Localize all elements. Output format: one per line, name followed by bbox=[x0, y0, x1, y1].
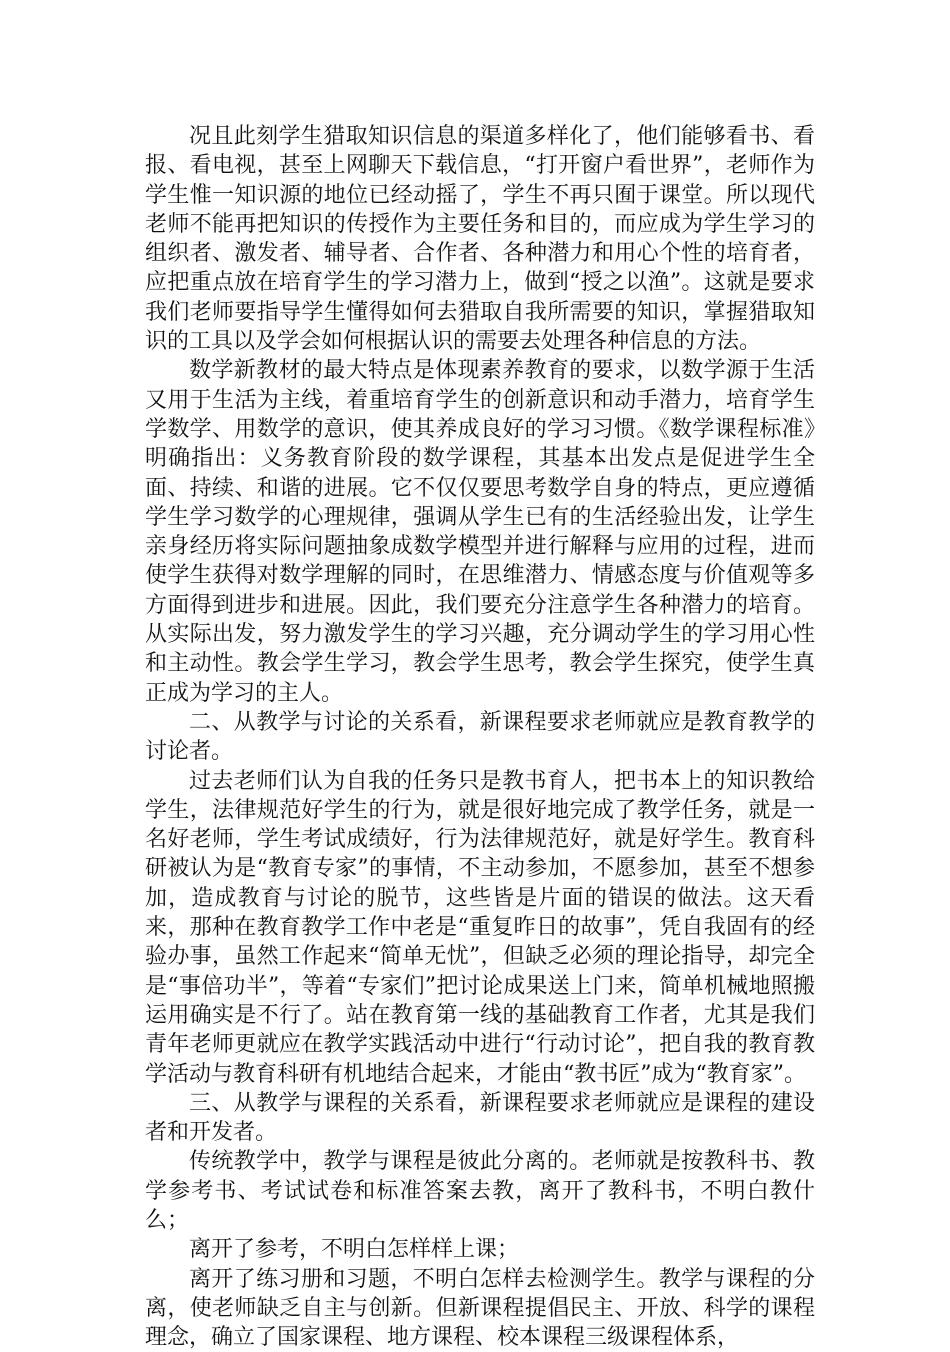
paragraph-3: 过去老师们认为自我的任务只是教书育人，把书本上的知识教给学生，法律规范好学生的行为，就是很好地完成了教学任务，就是一名好老师，学生考试成绩好，行为法律规范好，就是好学生。教育科研被认为是“教育专家”的事情，不主动参加，不愿参加，甚至不想参加，造成教育与讨论的脱节，这些皆是片面的错误的做法。这天看来，那种在教育教学工作中老是“重复昨日的故事”，凭自我固有的经验办事，虽然工作起来“简单无忧”，但缺乏必须的理论指导，却完全是“事倍功半”，等着“专家们”把讨论成果送上门来，简单机械地照搬运用确实是不行了。站在教育第一线的基础教育工作者，尤其是我们青年老师更就应在教学实践活动中进行“行动讨论”，把自我的教育教学活动与教育科研有机地结合起来，才能由“教书匠”成为“教育家”。 bbox=[145, 768, 815, 1087]
section-heading-2: 二、从教学与讨论的关系看，新课程要求老师就应是教育教学的讨论者。 bbox=[145, 709, 815, 765]
paragraph-5: 离开了参考，不明白怎样样上课； bbox=[189, 1237, 520, 1263]
paragraph-1: 况且此刻学生猎取知识信息的渠道多样化了，他们能够看书、看报、看电视，甚至上网聊天下载信息，“打开窗户看世界”，老师作为学生惟一知识源的地位已经动摇了，学生不再只囿于课堂。所以现代老师不能再把知识的传授作为主要任务和目的，而应成为学生学习的组织者、激发者、辅导者、合作者、各种潜力和用心个性的培育者，应把重点放在培育学生的学习潜力上，做到“授之以渔”。这就是要求我们老师要指导学生懂得如何去猎取自我所需要的知识，掌握猎取知识的工具以及学会如何根据认识的需要去处理各种信息的方法。 bbox=[145, 124, 815, 355]
paragraph-2: 数学新教材的最大特点是体现素养教育的要求，以数学源于生活又用于生活为主线，着重培育学生的创新意识和动手潜力，培育学生学数学、用数学的意识，使其养成良好的学习习惯。《数学课程标准》明确指出：义务教育阶段的数学课程，其基本出发点是促进学生全面、持续、和谐的进展。它不仅仅要思考数学自身的特点，更应遵循学生学习数学的心理规律，强调从学生已有的生活经验出发，让学生亲身经历将实际问题抽象成数学模型并进行解释与应用的过程，进而使学生获得对数学理解的同时，在思维潜力、情感态度与价值观等多方面得到进步和进展。因此，我们要充分注意学生各种潜力的培育。从实际出发，努力激发学生的学习兴趣，充分调动学生的学习用心性和主动性。教会学生学习，教会学生思考，教会学生探究，使学生真正成为学习的主人。 bbox=[145, 358, 815, 706]
section-heading-3: 三、从教学与课程的关系看，新课程要求老师就应是课程的建设者和开发者。 bbox=[145, 1090, 815, 1146]
document-body bbox=[145, 122, 815, 1352]
paragraph-4: 传统教学中，教学与课程是彼此分离的。老师就是按教科书、教学参考书、考试试卷和标准答案去教，离开了教科书，不明白教什么； bbox=[145, 1149, 815, 1233]
paragraph-6: 离开了练习册和习题，不明白怎样去检测学生。教学与课程的分离，使老师缺乏自主与创新。但新课程提倡民主、开放、科学的课程理念，确立了国家课程、地方课程、校本课程三级课程体系， bbox=[145, 1266, 815, 1351]
